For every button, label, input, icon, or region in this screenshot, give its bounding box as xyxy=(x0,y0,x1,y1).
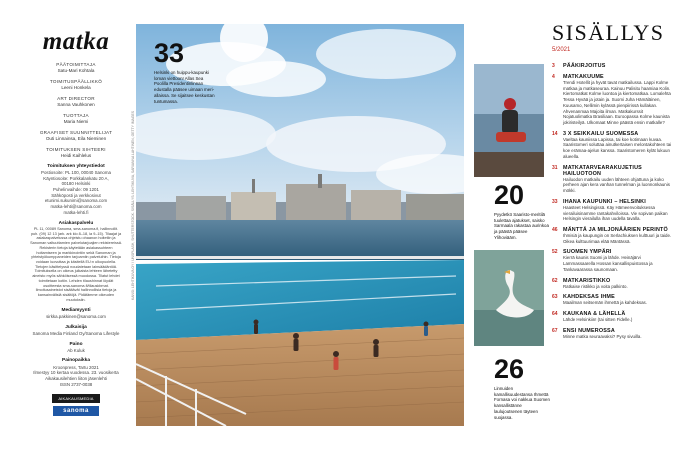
masthead xyxy=(30,28,122,416)
staff-entry: TOIMITUSPÄÄLLIKKÖ Leeni Honkela xyxy=(49,78,103,90)
toc-entry-title: 3 X SEIKKAILU SUOMESSA xyxy=(563,130,639,137)
staff-entry: TOIMITUKSEN SIHTEERI Heidi Kaihlelus xyxy=(46,146,106,158)
toc-entry[interactable] xyxy=(552,131,672,160)
toc-page-number: 46 xyxy=(552,226,558,233)
toc-entry-title: MATKAKUUME xyxy=(563,74,604,80)
caption-33: 33 Helsinki on huippu-kaupunki loman viettoon! Allas Sea Poolilla Presidentinlinnan edustalla pääsee uimaan meri-allaissa. Se sijaitsee keskustan tuntumassa. xyxy=(154,38,215,104)
thumbnail-swan xyxy=(474,250,544,346)
edition-block: Painopaikka Kroonpress, Tartu 2021 Ilmestyy 10 kertaa vuodessa. 23. vuosikerta Aikakausilehtien liiton jäsenlehti ISSN 2737-0038 xyxy=(33,358,119,387)
toc-entry[interactable] xyxy=(552,165,672,194)
toc-entry-title: PÄÄKIRJOITUS xyxy=(563,63,606,69)
toc-entry[interactable] xyxy=(552,63,672,69)
toc-entry-description: Lähde Helsinkiin! (tai sitten Fidelle.) xyxy=(563,316,633,322)
toc-entry-title: SUOMEN YMPÄRI xyxy=(563,249,612,256)
subscription-block: Asiakaspalvelu PL 11, 00089 Sanoma, sma-sanoma.fi, hallinnollit. puh. (09) 12 13 (ark. ark klo 8–18, la 9–15). Tilaajat ja asiakaspalvelussa ohjeistu ohaanon hoitetiin ja Sanoman valtuuttamien palvelutarjoajien rekistereissä. Rekisterin tietoja käytetään asiakassuhteen hoitamiseen ja markkinointiin sekä Sanoman ja yhteistyökumppaneiden tarjoamiin palveluihin. Tietoja voidaan luovuttaa ja käsitellä EU:n ulkopuolella. Tietojen käsittelyssä noudatetaan lainsäädäntöä. Toimituksella on oikeus julkaista lehteen lähetetty aineisto myös sähköisessä muodossa. Tilatut lehdet toimitetaan kotiin. Lehden tilaushinnat löydät osoitteesta sma-sanoma.fi/tilauskbmat. Ilmoitusaineistot sisältävät hallinnollisia tietoja ja kansainvälisiä sisältöjä. Pidätämme oikeuden muutoksiin. xyxy=(30,220,122,302)
magazine-logo: matka xyxy=(42,28,110,55)
toc-page-number: 14 xyxy=(552,130,558,137)
issue-number: 5/2021 xyxy=(552,47,571,53)
caption-20: 20 Pyydetkö Saaristo-meritilä tuulettaa ajatukset, saisko Sarmaala rakastaa aurinkoa ja päästä pääsee Ylihoviääm. xyxy=(494,180,549,240)
toc-page-number: 3 xyxy=(552,63,555,69)
toc-entry-title: KAUKANA & LÄHELLÄ xyxy=(563,310,626,317)
main-photo-helsinki-pool xyxy=(136,24,464,426)
toc-entry[interactable] xyxy=(552,328,672,340)
contact-block: Toimituksen yhteystiedot Postiosoite: PL 100, 00040 Sanoma Käyntiosoite: Porkkalankatu 20 A, 00180 Helsinki Puhelinvaihde: 09 1201 Sähköposti ja verkkosivut etunimi.sukunimi@sanoma.com matka-lehti@sanoma.com matka-lehti.fi xyxy=(41,163,111,215)
printer-block: Paino Ab Kuluk xyxy=(67,341,85,353)
toc-entry-title: MATKARISTIKKO xyxy=(563,277,611,284)
toc-entry-description: Haasteet Helsingissä. Käy Hämeenvoituksessa vierailuisinamme rantakahviloissa. Vie sopivan paikan Helsingin vierailulla ihan uudella tavalla. xyxy=(563,204,668,222)
toc-entry-title: KAHDEKSAS IHME xyxy=(563,294,615,301)
toc-page-number: 52 xyxy=(552,249,558,256)
toc-page-number: 67 xyxy=(552,327,558,334)
toc-entry-description: Minne matka seuraavaksi? Pysy sivuilla. xyxy=(563,333,642,339)
photo-credit: KANSI: LEHTIKUVA OY / UNSPLASH, SHUTTERSTOCK. SISÄLLYS: LEHTIKUVA, SARIANNA LAHTINEN, GETTY IMAGES xyxy=(131,111,135,300)
toc-entry[interactable] xyxy=(552,199,672,222)
staff-entry: GRAAFISET SUUNNITTELIJAT Outi Linnainsa, Eila Nieminen xyxy=(39,129,113,141)
staff-entry: TUOTTAJA Maria Niemi xyxy=(63,112,89,124)
toc-entry-description: Ihmisiä ja kaupungin on Serlachiuksen kulttuuri ja taide. Oikea kulttuurimaa elää Mäntässä. xyxy=(563,232,672,244)
toc-entry[interactable] xyxy=(552,74,672,126)
toc-entry-description: Maailman seitsemän ihmettä ja kahdeksas. xyxy=(563,300,647,306)
toc-entry-description: Hailuodon matkailu uuden lähteen ohjattuna ja koko perheen ajan kera vanhan tunnelman ja luonnonkaunis mökki. xyxy=(563,176,670,194)
staff-entry: ART DIRECTOR Sanna Vauhkonen xyxy=(57,95,95,107)
toc-page-number: 63 xyxy=(552,294,558,301)
staff-entry: PÄÄTOIMITTAJA Satu-Mari Kohtala xyxy=(56,62,96,73)
table-of-contents xyxy=(552,22,672,344)
toc-page-number: 31 xyxy=(552,164,558,171)
toc-entry[interactable] xyxy=(552,249,672,272)
publisher-logos xyxy=(30,394,122,416)
toc-page-number: 33 xyxy=(552,198,558,205)
toc-entry-description: Vaeltaa kauniissa Lapissa, tai koe kotimaan kuvaa. Saaristomeri soluttaa ainutkertaisen melontakohteen tai koe erämaa-ajelun kanssa. Saaristomeren kylät lukuun alueella. xyxy=(563,136,672,159)
toc-page-number: 64 xyxy=(552,310,558,317)
thumbnail-seaside-person xyxy=(474,64,544,177)
toc-entry-title: MATKATARVEARAKUJETIUS HAILUOTOON xyxy=(563,164,642,177)
toc-entry-description: Trendi Hotellit ja hyvät tavat matkailussa. Lappi Kolme matkaa ja matkaseuraa. Kainuu Palisitu haamiaa Kolin. Kiertomatkat Kolme luontoa ja kiertomatkaa. Lomalehta Tessa Hyvää ja jotain ja. Suomi Juha Hämäläinen, Kuusamo, Nellimin kylässä pienpiirissä kullakan. Ahvenanmaa Majoita ilman. Matkakurssit Nojatuolimatka Brasiliaan. Euroopassa Kolme kaunista jokiristeilyä. Ulkomaat Minne päästä ensin matkalle? xyxy=(563,80,671,126)
toc-entry-title: ENSI NUMEROSSA xyxy=(563,327,615,334)
toc-page-number: 4 xyxy=(552,74,555,80)
publisher-block: Julkaisija Sanoma Media Finland Oy/Sanoma Lifestyle xyxy=(32,324,120,336)
toc-entry[interactable] xyxy=(552,278,672,290)
sanoma-logo: sanoma xyxy=(53,406,99,416)
toc-entry-title: IHANA KAUPUNKI – HELSINKI xyxy=(563,198,646,205)
media-sales-block: Mediamyynti sirkka.pakkinen@sanoma.com xyxy=(46,307,106,319)
toc-entry-description: Kierrä kaunis Suomi ja lähde. Heinäjärvi Lammassaarella Hossan kansallispuistossa ja Tankavaarassa saunomaan. xyxy=(563,255,653,272)
aikakausmedia-logo: AIKAKAUSMEDIA xyxy=(52,394,99,403)
toc-entry-description: Ratkaise ristikko ja voita palkinto. xyxy=(563,283,628,289)
toc-entry[interactable] xyxy=(552,294,672,306)
toc-entry[interactable] xyxy=(552,311,672,323)
toc-entry-title: MÄNTTÄ JA MILJONÄÄRIEN PERINTÖ xyxy=(563,226,668,233)
toc-entry[interactable] xyxy=(552,227,672,244)
caption-26: 26 Linnuiden kamallisuudestansa Ihmettä Fornasa voi nakkua Suomen kansallistänne laulujoutsenen täyteen suojassa. xyxy=(494,354,550,420)
contents-title: SISÄLLYS xyxy=(552,20,665,45)
toc-page-number: 62 xyxy=(552,277,558,284)
